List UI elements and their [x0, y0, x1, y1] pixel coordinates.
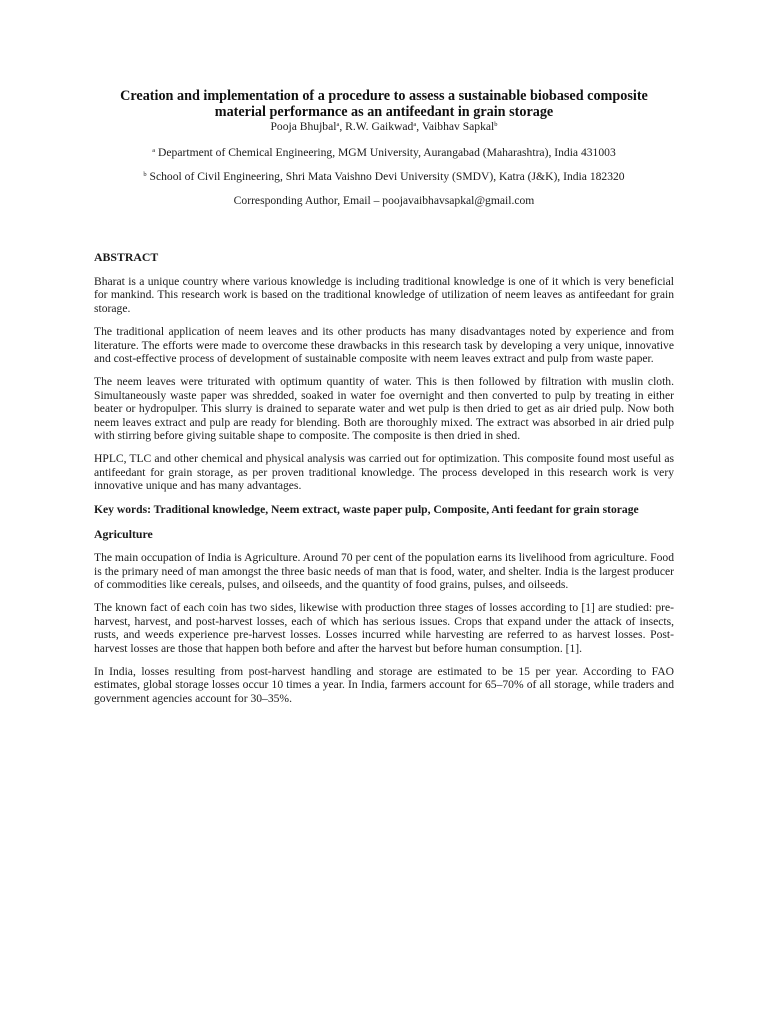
- agriculture-paragraph: In India, losses resulting from post-harvest handling and storage are estimated to be 15 per year. According to FAO estimates, global storage losses occur 10 times a year. In India, farmers account for 65–70% of all storage, while traders and government agencies account for 30–35%.: [94, 664, 674, 705]
- author-list: [94, 120, 674, 134]
- author-separator: ,: [339, 120, 346, 133]
- abstract-heading: ABSTRACT: [94, 250, 159, 264]
- affiliation-marker: b: [494, 121, 498, 128]
- keywords: Key words: Traditional knowledge, Neem extract, waste paper pulp, Composite, Anti feedant for grain storage: [94, 502, 639, 516]
- affiliation-text: School of Civil Engineering, Shri Mata Vaishno Devi University (SMDV), Katra (J&K), India 182320: [146, 170, 625, 183]
- affiliation-text: Department of Chemical Engineering, MGM University, Aurangabad (Maharashtra), India 431003: [155, 146, 616, 159]
- author-name: Pooja Bhujbal: [270, 120, 337, 133]
- author-name: Vaibhav Sapkal: [421, 120, 495, 133]
- affiliation-marker: a: [152, 147, 156, 154]
- paper-title: Creation and implementation of a procedure to assess a sustainable biobased composite material performance as an antifeedant in grain storage: [120, 88, 648, 120]
- abstract-paragraph: HPLC, TLC and other chemical and physical analysis was carried out for optimization. This composite found most useful as antifeedant for grain storage, as per proven traditional knowledge. The process developed in this research work is very innovative unique and has many advantages.: [94, 452, 674, 493]
- affiliation-b: [94, 170, 674, 184]
- agriculture-heading: Agriculture: [94, 527, 153, 542]
- abstract-paragraph: The neem leaves were triturated with optimum quantity of water. This is then followed by filtration with muslin cloth. Simultaneously waste paper was shredded, soaked in water foe overnight and then converted to pulp by treating in either beater or hydropulper. This slurry is drained to separate water and wet pulp is then dried to get as air dried pulp. Now both neem leaves extract and pulp are ready for blending. Both are thoroughly mixed. The extract was absorbed in air dried pulp with stirring before giving suitable shape to composite. The composite is then dried in shed.: [94, 375, 674, 443]
- affiliation-marker: b: [143, 171, 147, 178]
- paper-page: [94, 88, 674, 705]
- corresponding-author: Corresponding Author, Email – poojavaibhavsapkal@gmail.com: [233, 194, 535, 207]
- author-name: R.W. Gaikwad: [345, 120, 414, 133]
- abstract-paragraph: Bharat is a unique country where various knowledge is including traditional knowledge is one of it which is very beneficial for mankind. This research work is based on the traditional knowledge of utilization of neem leaves as antifeedant for grain storage.: [94, 275, 674, 315]
- affiliation-a: [94, 146, 674, 160]
- affiliation-marker: a: [336, 121, 340, 128]
- agriculture-paragraph: The main occupation of India is Agriculture. Around 70 per cent of the population earns its livelihood from agriculture. Food is the primary need of man amongst the three basic needs of man that is food, water, and shelter. India is the largest producer of commodities like cereals, pulses, and oilseeds, and the quantity of food grains, pulses, and oilseeds.: [94, 551, 674, 591]
- affiliation-marker: a: [413, 121, 417, 128]
- author-separator: ,: [416, 120, 422, 133]
- agriculture-paragraph: The known fact of each coin has two sides, likewise with production three stages of losses according to [1] are studied: pre-harvest, harvest, and post-harvest losses, each of which has serious issues. Crops that expand under the attack of insects, rusts, and weeds experience pre-harvest losses. Losses incurred while harvesting are referred to as harvest losses. Post-harvest losses are those that happen both before and after the harvest but before human consumption. [1].: [94, 601, 674, 655]
- abstract-paragraph: The traditional application of neem leaves and its other products has many disadvantages noted by experience and from literature. The efforts were made to overcome these drawbacks in this research task by developing a very unique, innovative and cost-effective process of development of sustainable composite with neem leaves extract and pulp from waste paper.: [94, 325, 674, 366]
